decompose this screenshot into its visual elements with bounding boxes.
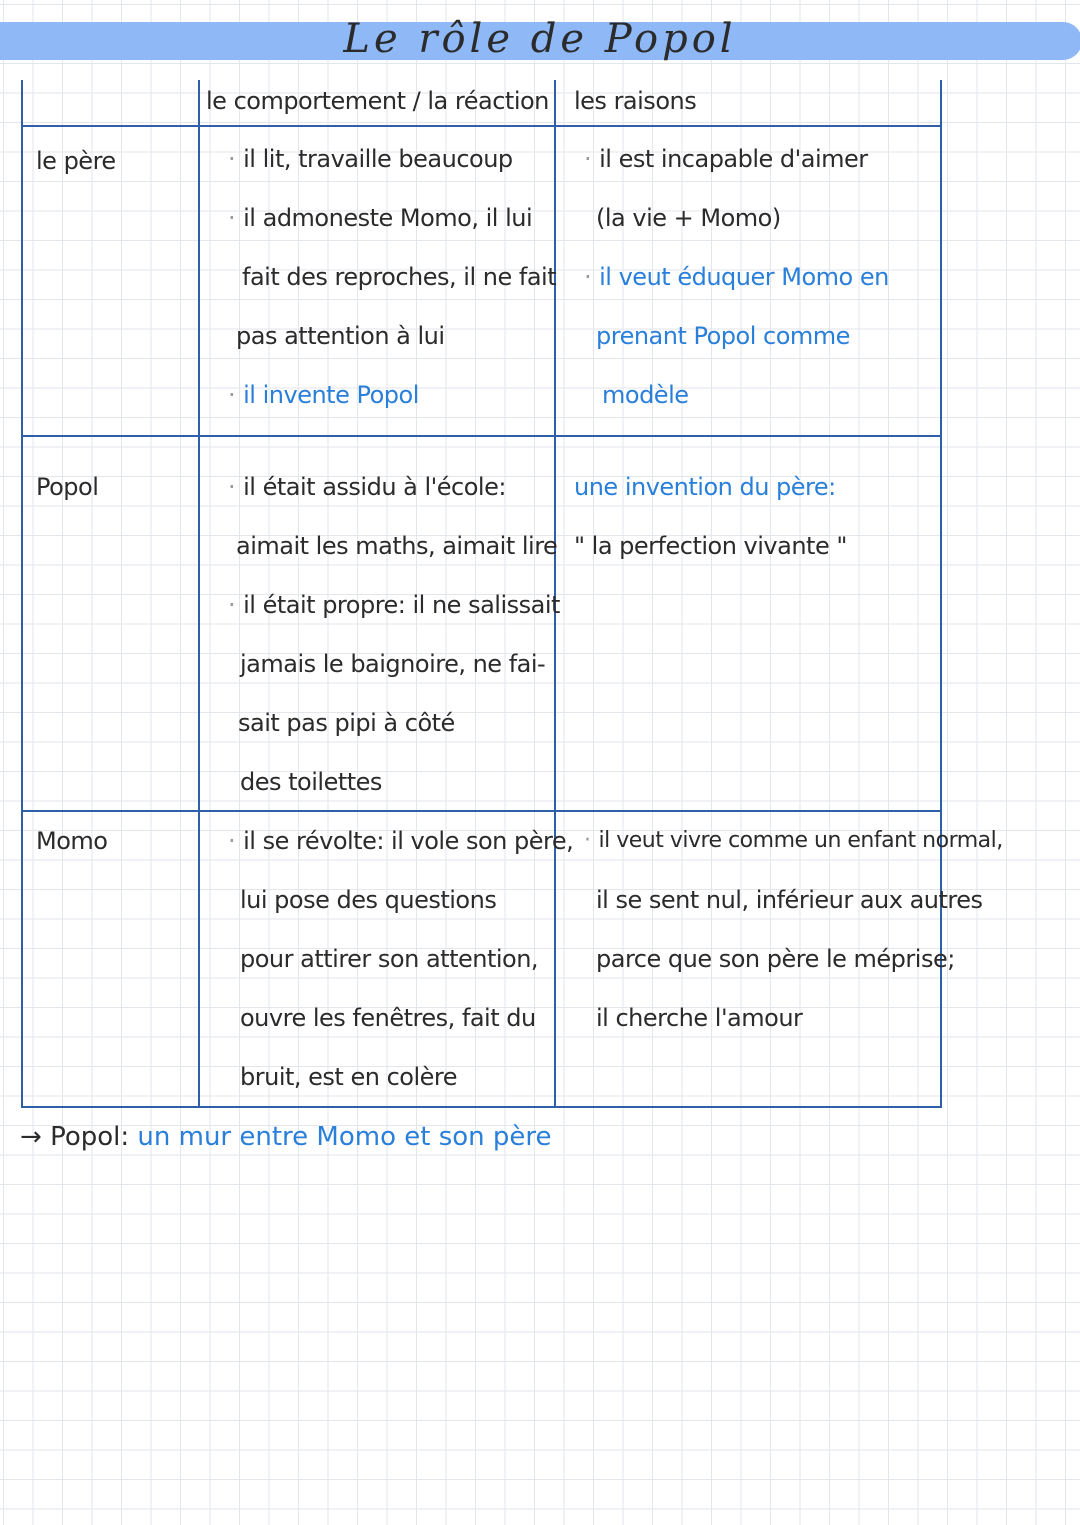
list-item: une invention du père: <box>574 473 836 501</box>
list-item: · il se révolte: il vole son père, <box>228 827 574 855</box>
row-name-pere: le père <box>36 147 116 175</box>
list-item: pour attirer son attention, <box>240 945 539 973</box>
list-item: parce que son père le méprise; <box>596 945 955 973</box>
row-name-popol: Popol <box>36 473 99 501</box>
list-item: fait des reproches, il ne fait <box>242 263 557 291</box>
list-item: lui pose des questions <box>240 886 497 914</box>
list-item: · il veut éduquer Momo en <box>584 263 889 291</box>
table-divider-col1 <box>198 80 200 1108</box>
list-item: aimait les maths, aimait lire <box>236 532 558 560</box>
conclusion-label: Popol: <box>50 1122 130 1152</box>
list-item: il cherche l'amour <box>596 1004 803 1032</box>
list-item: · il admoneste Momo, il lui <box>228 204 533 232</box>
list-item: modèle <box>602 381 689 409</box>
table-border-left <box>21 80 23 1108</box>
list-item: · il était propre: il ne salissait <box>228 591 560 619</box>
list-item: sait pas pipi à côté <box>238 709 455 737</box>
list-item: pas attention à lui <box>236 322 445 350</box>
table-line-bottom <box>21 1106 942 1108</box>
list-item: · il était assidu à l'école: <box>228 473 506 501</box>
list-item: · il est incapable d'aimer <box>584 145 868 173</box>
row-name-momo: Momo <box>36 827 108 855</box>
list-item: jamais le baignoire, ne fai- <box>240 650 546 678</box>
conclusion-line <box>20 1122 552 1152</box>
page-title: Le rôle de Popol <box>343 16 737 62</box>
list-item: bruit, est en colère <box>240 1063 457 1091</box>
header-behavior: le comportement / la réaction <box>206 87 549 115</box>
table-line-row1 <box>21 435 942 437</box>
table-line-header <box>21 125 942 127</box>
list-item: ouvre les fenêtres, fait du <box>240 1004 536 1032</box>
list-item: " la perfection vivante " <box>574 532 847 560</box>
header-reasons: les raisons <box>574 87 697 115</box>
conclusion-text: un mur entre Momo et son père <box>137 1122 552 1152</box>
list-item: (la vie + Momo) <box>596 204 781 232</box>
arrow-icon: → <box>20 1122 42 1152</box>
list-item: · il veut vivre comme un enfant normal, <box>584 828 1003 853</box>
list-item: prenant Popol comme <box>596 322 850 350</box>
list-item: il se sent nul, inférieur aux autres <box>596 886 983 914</box>
list-item: des toilettes <box>240 768 382 796</box>
table-line-row2 <box>21 810 942 812</box>
list-item: · il invente Popol <box>228 381 419 409</box>
list-item: · il lit, travaille beaucoup <box>228 145 513 173</box>
